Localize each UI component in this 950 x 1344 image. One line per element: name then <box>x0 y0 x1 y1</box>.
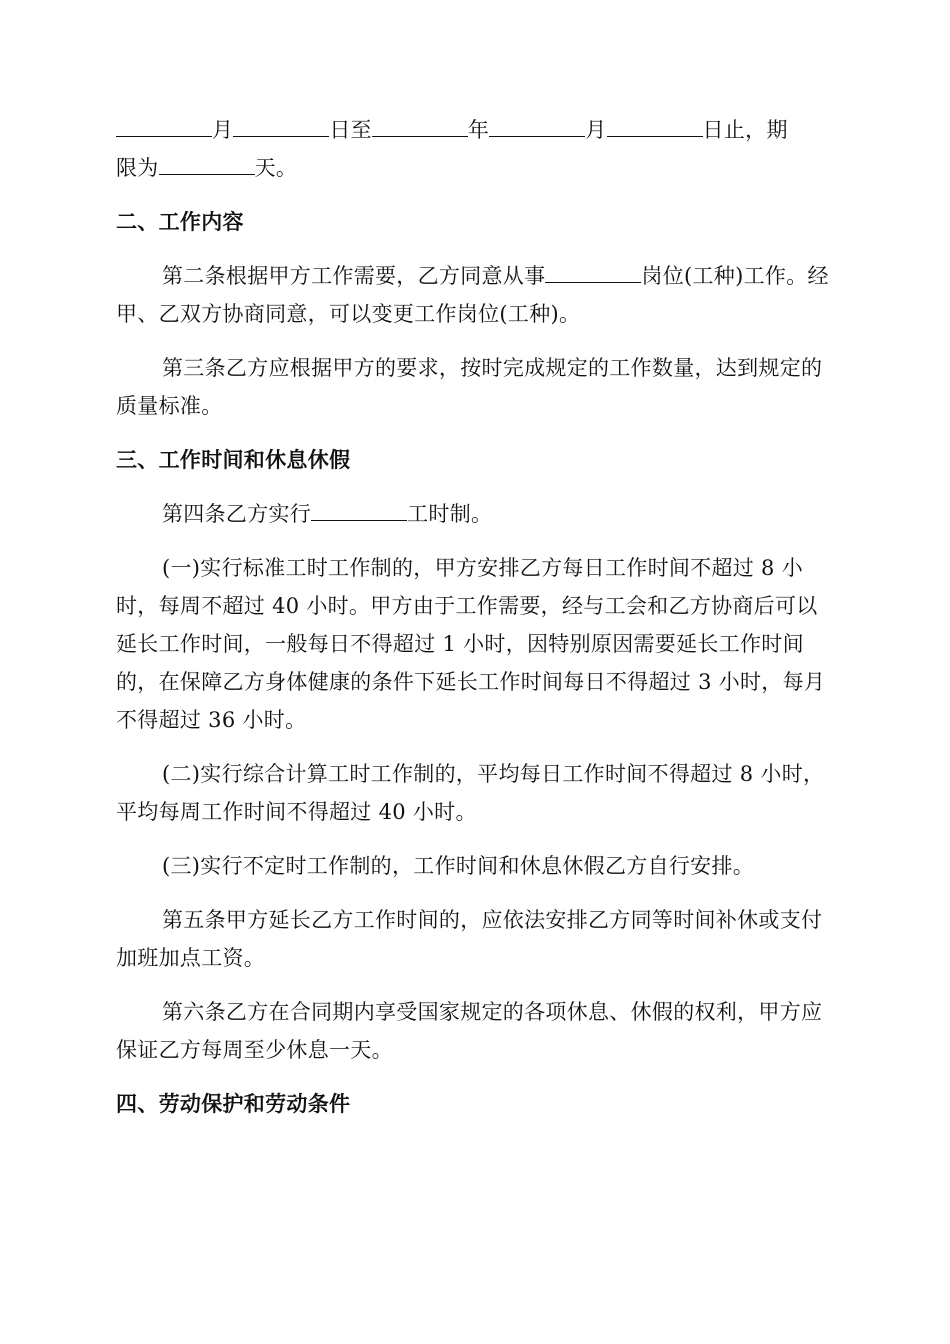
text-month-2: 月 <box>585 118 607 142</box>
blank-end-year[interactable] <box>489 114 585 137</box>
text-days: 天。 <box>254 156 298 180</box>
blank-end-month[interactable] <box>607 114 703 137</box>
section-heading-work-hours: 三、工作时间和休息休假 <box>116 447 351 472</box>
text-day-end: 日止，期 <box>702 118 788 142</box>
contract-period-paragraph <box>116 111 836 187</box>
section-heading-labor-protection: 四、劳动保护和劳动条件 <box>116 1091 351 1116</box>
blank-start-day[interactable] <box>372 114 468 137</box>
blank-start-month[interactable] <box>233 114 329 137</box>
text-day-to: 日至 <box>329 118 372 142</box>
article-2-text-a: 第二条根据甲方工作需要，乙方同意从事 <box>162 264 546 288</box>
article-2-text-b: 岗位(工种)工作。经甲、乙双方协商同意，可以变更工作岗位(工种)。 <box>116 264 829 326</box>
article-6: 第六条乙方在合同期内享受国家规定的各项休息、休假的权利，甲方应保证乙方每周至少休息一天。 <box>116 1000 823 1062</box>
text-term: 限为 <box>116 156 159 180</box>
article-4-item-2: (二)实行综合计算工时工作制的，平均每日工作时间不得超过 8 小时，平均每周工作时间不得超过 40 小时。 <box>116 762 825 824</box>
blank-position[interactable] <box>545 260 641 283</box>
text-month: 月 <box>212 118 234 142</box>
article-4-item-3: (三)实行不定时工作制的，工作时间和休息休假乙方自行安排。 <box>162 854 755 878</box>
blank-hours-system[interactable] <box>311 498 407 521</box>
document-page <box>116 111 836 1139</box>
article-4 <box>116 495 836 533</box>
section-heading-work-content: 二、工作内容 <box>116 209 244 234</box>
article-4-text-a: 第四条乙方实行 <box>162 502 312 526</box>
article-3: 第三条乙方应根据甲方的要求，按时完成规定的工作数量，达到规定的质量标准。 <box>116 356 823 418</box>
article-2 <box>116 257 836 333</box>
text-year: 年 <box>467 118 490 142</box>
blank-days[interactable] <box>159 152 255 175</box>
article-4-item-1: (一)实行标准工时工作制的，甲方安排乙方每日工作时间不超过 8 小时，每周不超过 40 小时。甲方由于工作需要，经与工会和乙方协商后可以延长工作时间，一般每日不得超过 1 小时，因特别原因需要延长工作时间的，在保障乙方身体健康的条件下延长工作时间每日不得超过 3 小时，每月不得超过 36 小时。 <box>116 556 826 732</box>
blank-start-year[interactable] <box>116 114 212 137</box>
article-4-text-b: 工时制。 <box>407 502 493 526</box>
article-5: 第五条甲方延长乙方工作时间的，应依法安排乙方同等时间补休或支付加班加点工资。 <box>116 908 823 970</box>
